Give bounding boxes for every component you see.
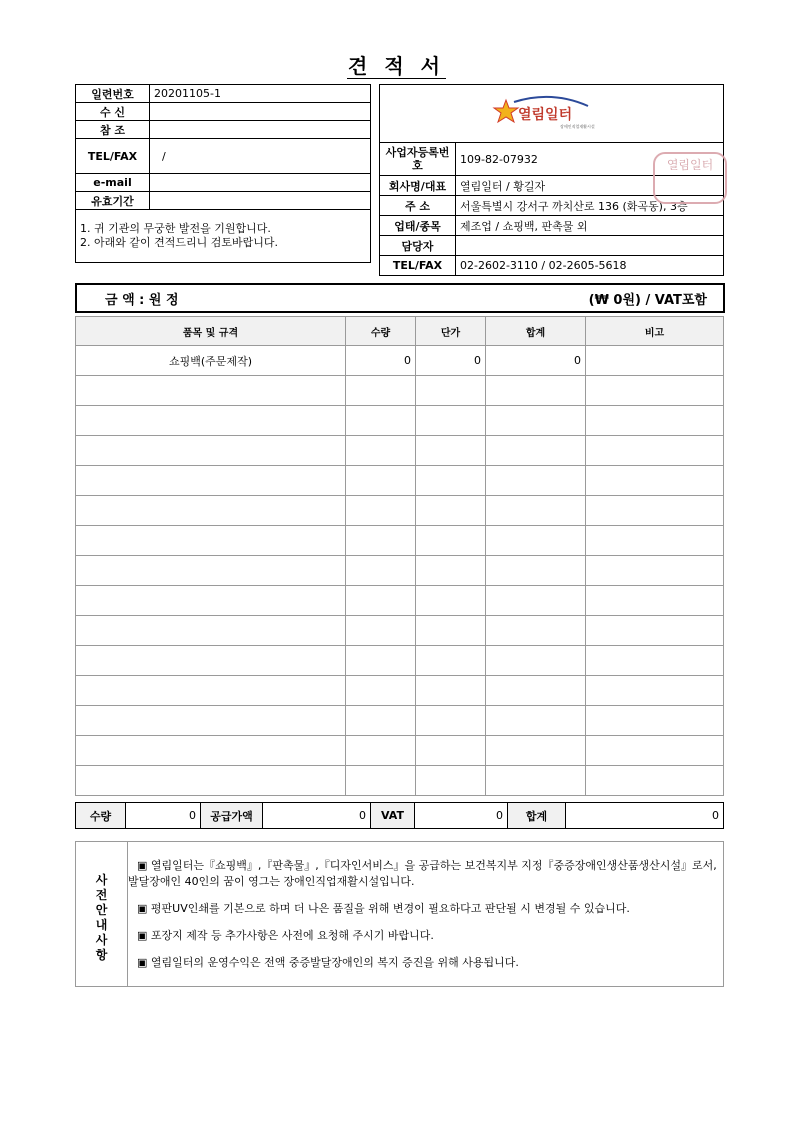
cc-value [150,121,371,139]
item-name-cell [76,586,346,616]
item-qty-cell [346,436,416,466]
item-price-cell [416,616,486,646]
table-row [76,346,724,376]
supplier-tel-fax-value: 02-2602-3110 / 02-2605-5618 [456,256,724,276]
side-char: 사 [95,933,108,947]
item-sum-cell [486,406,586,436]
amount-value: (₩ 0원) / VAT포함 [588,293,707,308]
supplier-tel-fax-label: TEL/FAX [380,256,456,276]
item-name-cell [76,556,346,586]
svg-text:장애인직업재활시설: 장애인직업재활시설 [559,124,595,129]
item-sum-cell [486,526,586,556]
header-item: 품목 및 규격 [76,317,346,346]
business-type-value: 제조업 / 쇼핑백, 판촉물 외 [456,216,724,236]
table-row [76,376,724,406]
item-sum-cell [486,466,586,496]
item-note-cell [586,346,724,376]
totals-qty-label: 수량 [76,803,126,829]
item-qty-cell [346,706,416,736]
email-value [150,174,371,192]
item-name-cell [76,496,346,526]
item-note-cell [586,496,724,526]
item-qty-cell [346,766,416,796]
item-sum-cell [486,556,586,586]
validity-label: 유효기간 [76,192,150,210]
item-qty-cell [346,406,416,436]
item-name-cell [76,646,346,676]
item-price-cell [416,646,486,676]
item-name-cell [76,376,346,406]
item-note-cell [586,436,724,466]
greeting-line-2: 2. 아래와 같이 견적드리니 검토바랍니다. [80,236,278,249]
item-name-cell [76,766,346,796]
totals-vat-value: 0 [415,803,508,829]
item-qty-cell [346,646,416,676]
item-qty-cell [346,736,416,766]
company-rep-label: 회사명/대표 [380,176,456,196]
item-note-cell [586,706,724,736]
notice-side-label [76,842,128,986]
item-qty-cell [346,466,416,496]
logo-star-icon [492,92,612,132]
item-name-cell [76,706,346,736]
item-note-cell [586,676,724,706]
notice-box [75,841,724,987]
table-row [76,496,724,526]
side-char: 항 [95,948,108,962]
item-note-cell [586,526,724,556]
item-note-cell [586,466,724,496]
total-amount-bar [75,283,725,313]
item-note-cell [586,556,724,586]
item-name-cell [76,466,346,496]
amount-label: 금 액 : 원 정 [105,293,179,308]
email-label: e-mail [76,174,150,192]
serial-value: 20201105-1 [150,85,371,103]
item-qty-cell [346,526,416,556]
item-sum-cell [486,376,586,406]
item-price-cell: 0 [416,346,486,376]
item-sum-cell [486,586,586,616]
company-rep-value: 열림일터 / 황길자 [456,176,724,196]
item-note-cell [586,376,724,406]
document-title: 견 적 서 [348,54,445,78]
company-logo [380,85,724,143]
side-char: 내 [95,918,108,932]
header-qty: 수량 [346,317,416,346]
validity-value [150,192,371,210]
item-price-cell [416,586,486,616]
item-sum-cell [486,646,586,676]
table-row [76,556,724,586]
serial-label: 일련번호 [76,85,150,103]
item-note-cell [586,406,724,436]
tel-fax-label: TEL/FAX [76,139,150,174]
notice-line-3: ▣ 포장지 제작 등 추가사항은 사전에 요청해 주시기 바랍니다. [137,929,434,942]
totals-sum-label: 합계 [508,803,566,829]
item-price-cell [416,436,486,466]
item-sum-cell [486,766,586,796]
company-seal: 열림일터 [653,152,727,204]
table-row [76,736,724,766]
business-type-label: 업태/종목 [380,216,456,236]
totals-supply-value: 0 [263,803,371,829]
item-qty-cell [346,616,416,646]
header-sum: 합계 [486,317,586,346]
notice-body [128,858,720,982]
item-price-cell [416,466,486,496]
totals-sum-value: 0 [566,803,724,829]
cc-label: 참 조 [76,121,150,139]
item-price-cell [416,766,486,796]
item-name-cell: 쇼핑백(주문제작) [76,346,346,376]
totals-qty-value: 0 [126,803,201,829]
item-qty-cell [346,556,416,586]
table-row [76,526,724,556]
item-price-cell [416,676,486,706]
table-row [76,616,724,646]
table-row [76,586,724,616]
notice-line-4: ▣ 열림일터의 운영수익은 전액 중증발달장애인의 복지 증진을 위해 사용됩니다. [137,956,519,969]
item-sum-cell [486,436,586,466]
notice-line-2: ▣ 평판UV인쇄를 기본으로 하며 더 나은 품질을 위해 변경이 필요하다고 판단될 시 변경될 수 있습니다. [137,902,630,915]
item-name-cell [76,736,346,766]
business-number-label: 사업자등록번호 [380,143,456,176]
item-name-cell [76,676,346,706]
item-sum-cell [486,496,586,526]
item-qty-cell [346,376,416,406]
header-unit-price: 단가 [416,317,486,346]
contact-person-value [456,236,724,256]
address-label: 주 소 [380,196,456,216]
side-char: 안 [95,903,108,917]
to-value [150,103,371,121]
business-number-value: 109-82-07932 [456,143,724,176]
item-name-cell [76,526,346,556]
item-qty-cell: 0 [346,346,416,376]
item-sum-cell [486,616,586,646]
item-sum-cell [486,736,586,766]
greeting-line-1: 1. 귀 기관의 무궁한 발전을 기원합니다. [80,222,271,235]
item-note-cell [586,616,724,646]
address-value: 서울특별시 강서구 까치산로 136 (화곡동), 3층 [456,196,724,216]
tel-fax-value: / [150,139,371,174]
table-row [76,676,724,706]
item-price-cell [416,556,486,586]
item-note-cell [586,766,724,796]
totals-vat-label: VAT [371,803,415,829]
items-table [75,316,724,796]
item-note-cell [586,586,724,616]
svg-text:열림일터: 열림일터 [517,107,572,123]
item-price-cell [416,496,486,526]
totals-supply-label: 공급가액 [201,803,263,829]
table-row [76,466,724,496]
item-qty-cell [346,676,416,706]
item-sum-cell [486,706,586,736]
item-price-cell [416,406,486,436]
item-note-cell [586,646,724,676]
item-qty-cell [346,496,416,526]
item-sum-cell: 0 [486,346,586,376]
item-name-cell [76,616,346,646]
greeting-message [76,210,371,263]
item-name-cell [76,436,346,466]
item-qty-cell [346,586,416,616]
totals-table [75,802,724,829]
to-label: 수 신 [76,103,150,121]
item-note-cell [586,736,724,766]
recipient-table [75,84,371,263]
item-name-cell [76,406,346,436]
item-price-cell [416,526,486,556]
side-char: 사 [95,873,108,887]
header-note: 비고 [586,317,724,346]
side-char: 전 [95,888,108,902]
contact-person-label: 담당자 [380,236,456,256]
table-row [76,406,724,436]
item-price-cell [416,376,486,406]
item-price-cell [416,736,486,766]
notice-line-1: ▣ 열림일터는『쇼핑백』,『판촉물』,『디자인서비스』을 공급하는 보건복지부 지정『중증장애인생산품생산시설』로서, 발달장애인 40인의 꿈이 영그는 장애인직업재활시설입니다. [128,859,717,888]
item-sum-cell [486,676,586,706]
table-row [76,766,724,796]
table-row [76,646,724,676]
item-price-cell [416,706,486,736]
table-row [76,706,724,736]
table-row [76,436,724,466]
